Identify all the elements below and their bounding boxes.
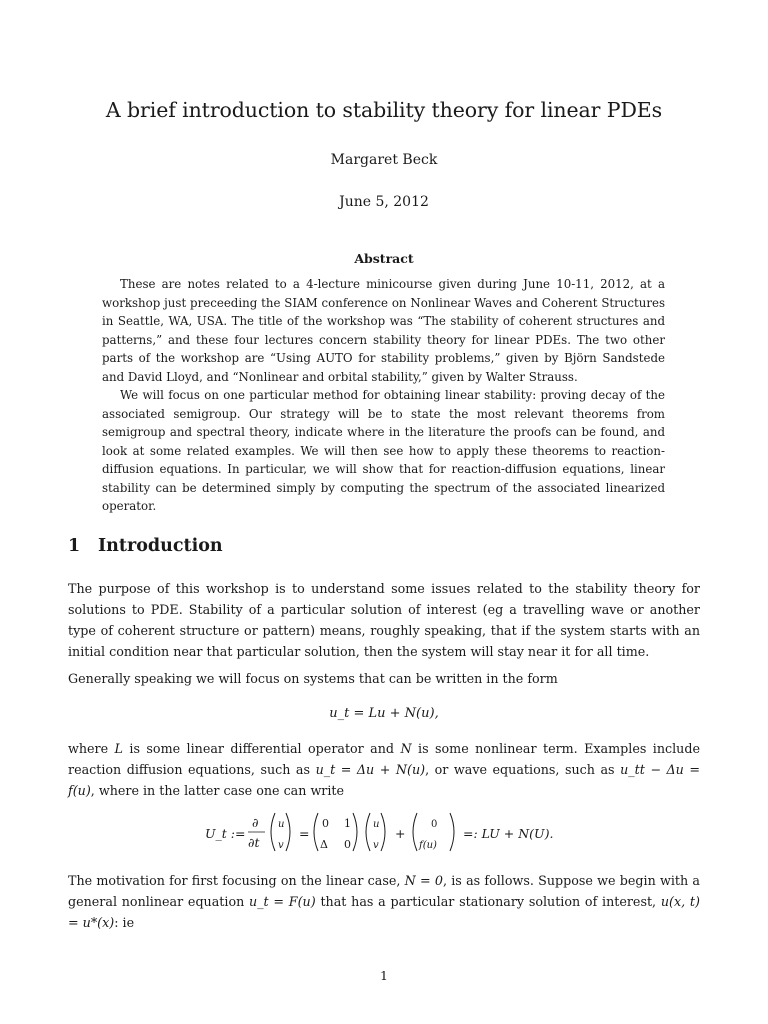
abstract-paragraph-1: These are notes related to a 4-lecture minicourse given during June 10-11, 2012, at a workshop just preceeding the SIAM conference on Nonlinear Waves and Coherent Structures in Seattle, WA, USA. The title of the workshop was “The stability of coherent structures and patterns,” and these four lectures concern stability theory for linear PDEs. The two other parts of the workshop are “Using AUTO for stability problems,” given by Björn Sandstede and David Lloyd, and “Nonlinear and orbital stability,” given by Walter Strauss. (102, 277, 665, 384)
paper-date: June 5, 2012 (339, 194, 429, 210)
intro-paragraph-1: The purpose of this workshop is to understand some issues related to the stability theory for solutions to PDE. Stability of a particular solution of interest (eg a travelling wave or another type of coherent structure or pattern) means, roughly speaking, that if the system starts with an initial condition near that particular solution, then the system will stay near it for all time. (68, 581, 700, 659)
math-stationary-solution: u(x, t) = u*(x) (68, 894, 700, 930)
intro-paragraph-2: Generally speaking we will focus on systems that can be written in the form (68, 671, 558, 686)
math-reaction-diffusion: u_t = Δu + N(u) (315, 762, 426, 777)
eq-vec2-bottom: v (373, 840, 379, 851)
math-wave-equation: u_tt − Δu = f(u) (68, 762, 700, 798)
math-N-zero: N = 0 (404, 873, 443, 888)
eq-matrix-21: Δ (320, 838, 328, 851)
eq-matrix-11: 0 (322, 817, 329, 830)
eq-matrix-12: 1 (344, 817, 351, 830)
eq-matrix-22: 0 (344, 838, 351, 851)
eq-partial-numerator: ∂ (252, 815, 259, 830)
abstract-heading: Abstract (354, 251, 414, 266)
section-number: 1 (68, 536, 81, 556)
equation-matrix-form (205, 810, 565, 856)
page-number: 1 (380, 968, 388, 983)
section-heading (68, 534, 223, 558)
abstract-body (102, 275, 665, 516)
eq-vec3-top: 0 (431, 819, 438, 830)
intro-paragraph-3: where L is some linear differential operator and N is some nonlinear term. Examples include reaction diffusion equations, such as u_t = Δu + N(u), or wave equations, such as u_tt − Δu = f(u), where in the latter case one can write (68, 741, 700, 798)
eq-vec3-bottom: f(u) (419, 840, 437, 851)
svg-text:+: + (395, 826, 406, 841)
math-general-equation: u_t = F(u) (249, 894, 316, 909)
math-L: L (114, 741, 123, 756)
paper-title: A brief introduction to stability theory for linear PDEs (105, 98, 663, 122)
eq-vec1-bottom: v (278, 840, 284, 851)
intro-paragraph-4: The motivation for first focusing on the linear case, N = 0, is as follows. Suppose we begin with a general nonlinear equation u_t = F(u) that has a particular stationary solution of interest, u(x, t) = u*(x): ie (68, 873, 700, 930)
abstract-paragraph-2: We will focus on one particular method for obtaining linear stability: proving decay of the associated semigroup. Our strategy will be to state the most relevant theorems from semigroup and spectral theory, indicate where in the literature the proofs can be found, and look at some related examples. We will then see how to apply these theorems to reaction-diffusion equations. In particular, we will show that for reaction-diffusion equations, linear stability can be determined simply by computing the spectrum of the associated linearized operator. (102, 388, 665, 513)
eq-lhs: U_t := (205, 826, 246, 841)
math-N: N (400, 741, 412, 756)
equation-general-form-text: u_t = Lu + N(u), (329, 706, 439, 721)
eq-vec1-top: u (278, 819, 285, 830)
equation-general-form (0, 705, 768, 723)
svg-text:=: = (299, 826, 310, 841)
eq-rhs: =: LU + N(U). (463, 826, 554, 841)
author-name: Margaret Beck (330, 152, 438, 168)
eq-partial-denominator: ∂t (248, 835, 260, 850)
section-title: Introduction (98, 536, 223, 556)
eq-vec2-top: u (373, 819, 380, 830)
